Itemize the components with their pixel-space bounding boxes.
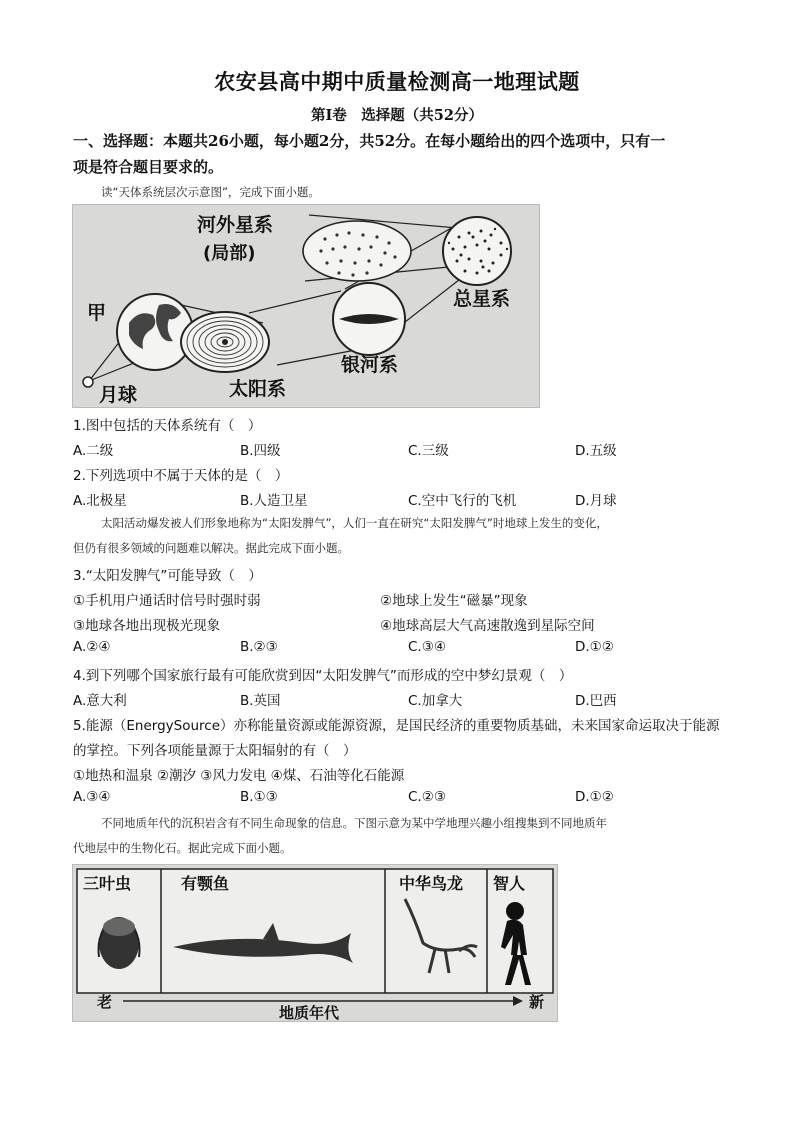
q1-option-b[interactable]: B.四级 [240,443,281,459]
question-3-stem: 3.“太阳发脾气”可能导致（ ） [73,568,262,584]
section-subtitle: 第Ⅰ卷 选择题（共52分） [311,107,483,124]
intro-fossils-line2: 代地层中的生物化石。据此完成下面小题。 [73,841,292,855]
celestial-system-figure [72,204,540,408]
q1-option-c[interactable]: C.三级 [408,443,449,459]
label-external-galaxies: 河外星系 [197,214,274,236]
section-instructions-line2: 项是符合题目要求的。 [73,158,224,176]
page-title: 农安县高中期中质量检测高一地理试题 [214,69,580,94]
moon-circle [83,377,93,387]
q2-option-b[interactable]: B.人造卫星 [240,493,308,509]
q3-item-3: ③地球各地出现极光现象 [73,618,221,634]
label-milky-way: 银河系 [341,354,399,376]
question-2-stem: 2.下列选项中不属于天体的是（ ） [73,468,289,484]
external-galaxies-ellipse [303,221,411,281]
section-instructions-line1: 一、选择题：本题共26小题，每小题2分，共52分。在每小题给出的四个选项中，只有一 [73,132,666,150]
panel-trilobite-label: 三叶虫 [83,874,132,893]
intro-solar-activity-line2: 但仍有很多领域的问题难以解决。据此完成下面小题。 [73,541,349,555]
panel-sinosauropteryx-label: 中华鸟龙 [399,874,464,893]
question-1-stem: 1.图中包括的天体系统有（ ） [73,418,262,434]
q3-item-1: ①手机用户通话时信号时强时弱 [73,593,261,609]
fossil-timeline-figure [72,864,558,1022]
intro-solar-activity-line1: 太阳活动爆发被人们形象地称为“太阳发脾气”，人们一直在研究“太阳发脾气”时地球上发生的变化， [101,516,608,530]
q5-option-c[interactable]: C.②③ [408,789,446,805]
q5-items: ①地热和温泉 ②潮汐 ③风力发电 ④煤、石油等化石能源 [73,768,405,784]
q4-option-a[interactable]: A.意大利 [73,693,127,709]
q3-option-d[interactable]: D.①② [575,639,614,655]
q4-option-d[interactable]: D.巴西 [575,693,617,709]
question-5-stem-line2: 的掌控。下列各项能量源于太阳辐射的有（ ） [73,743,357,759]
q1-option-d[interactable]: D.五级 [575,443,617,459]
question-4-stem: 4.到下列哪个国家旅行最有可能欣赏到因“太阳发脾气”而形成的空中梦幻景观（ ） [73,668,573,684]
label-partial: (局部) [203,243,256,264]
q3-option-c[interactable]: C.③④ [408,639,446,655]
panel-jawed-fish-label: 有颚鱼 [181,874,230,893]
q4-option-c[interactable]: C.加拿大 [408,693,463,709]
label-jia: 甲 [87,302,107,324]
intro-figure1: 读“天体系统层次示意图”，完成下面小题。 [101,185,320,199]
q4-option-b[interactable]: B.英国 [240,693,281,709]
universe-circle [443,217,511,285]
q3-item-2: ②地球上发生“磁暴”现象 [380,593,528,609]
label-moon: 月球 [99,384,138,406]
label-solar-system: 太阳系 [229,378,287,400]
axis-geologic-age-label: 地质年代 [279,1004,340,1021]
axis-old-label: 老 [97,993,113,1011]
earth-circle [117,294,193,370]
q2-option-d[interactable]: D.月球 [575,493,617,509]
q3-option-b[interactable]: B.②③ [240,639,278,655]
q2-option-c[interactable]: C.空中飞行的飞机 [408,493,517,509]
label-total-galaxy: 总星系 [453,288,511,310]
axis-new-label: 新 [529,993,545,1011]
q5-option-d[interactable]: D.①② [575,789,614,805]
q5-option-a[interactable]: A.③④ [73,789,111,805]
q2-option-a[interactable]: A.北极星 [73,493,127,509]
q3-option-a[interactable]: A.②④ [73,639,111,655]
question-5-stem-line1: 5.能源（EnergySource）亦称能量资源或能源资源，是国民经济的重要物质基础，未来国家命运取决于能源 [73,718,720,734]
q3-item-4: ④地球高层大气高速散逸到星际空间 [380,618,595,634]
q5-option-b[interactable]: B.①③ [240,789,278,805]
q1-option-a[interactable]: A.二级 [73,443,114,459]
panel-homo-sapiens-label: 智人 [493,874,526,893]
intro-fossils-line1: 不同地质年代的沉积岩含有不同生命现象的信息。下图示意为某中学地理兴趣小组搜集到不同地质年 [101,816,607,830]
